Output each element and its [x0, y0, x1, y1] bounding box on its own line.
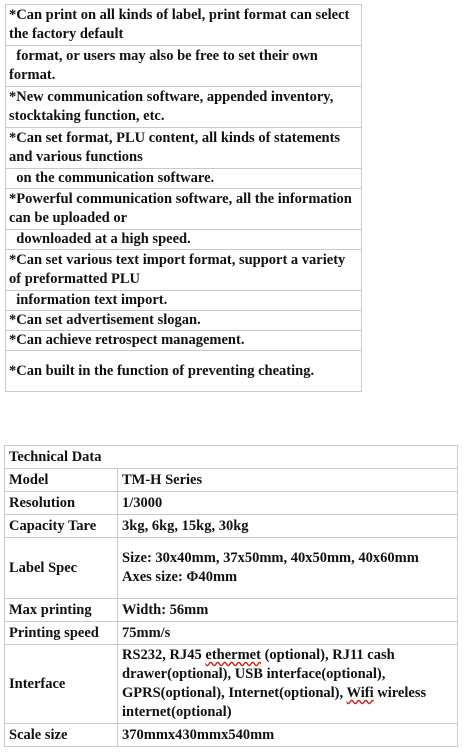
spec-value: 3kg, 6kg, 15kg, 30kg — [118, 515, 458, 538]
spec-value: Width: 56mm — [118, 599, 458, 622]
features-table — [5, 4, 362, 392]
feature-item: on the communication software. — [6, 169, 362, 189]
interface-text: RS232, RJ45 — [122, 647, 206, 663]
feature-item: *New communication software, appended inventory, stocktaking function, etc. — [6, 87, 362, 128]
spec-label: Scale size — [5, 724, 118, 747]
feature-item: *Can built in the function of preventing cheating. — [6, 351, 362, 392]
feature-item: *Can achieve retrospect management. — [6, 331, 362, 351]
feature-item: *Can print on all kinds of label, print format can select the factory default — [6, 5, 362, 46]
feature-item: *Can set advertisement slogan. — [6, 311, 362, 331]
feature-item: format, or users may also be free to set their own format. — [6, 46, 362, 87]
spec-label: Interface — [5, 645, 118, 724]
interface-text: wireless internet(optional) — [122, 685, 427, 720]
spec-label: Resolution — [5, 492, 118, 515]
technical-data-table — [4, 445, 458, 747]
axes-size-text: Axes size: Φ40mm — [122, 569, 238, 585]
spec-value: 370mmx430mmx540mm — [118, 724, 458, 747]
spec-label: Capacity Tare — [5, 515, 118, 538]
spec-value: 75mm/s — [118, 622, 458, 645]
spec-value — [118, 538, 458, 599]
interface-text: (optional), RJ11 cash drawer(optional), USB interface(optional), GPRS(optional), Internet(optional), — [122, 647, 395, 701]
spec-label: Model — [5, 469, 118, 492]
spec-value — [118, 645, 458, 724]
label-size-text: Size: 30x40mm, 37x50mm, 40x50mm, 40x60mm — [122, 550, 419, 566]
feature-item: downloaded at a high speed. — [6, 230, 362, 250]
misspelled-wifi: Wifi — [346, 685, 374, 701]
technical-data-title: Technical Data — [5, 446, 458, 469]
feature-item: *Can set various text import format, support a variety of preformatted PLU — [6, 250, 362, 291]
spec-label: Max printing — [5, 599, 118, 622]
spec-label: Printing speed — [5, 622, 118, 645]
spec-label: Label Spec — [5, 538, 118, 599]
misspelled-ethermet: ethermet — [205, 647, 261, 663]
spec-value: TM-H Series — [118, 469, 458, 492]
feature-item: *Can set format, PLU content, all kinds of statements and various functions — [6, 128, 362, 169]
spec-value: 1/3000 — [118, 492, 458, 515]
feature-item: *Powerful communication software, all the information can be uploaded or — [6, 189, 362, 230]
feature-item: information text import. — [6, 291, 362, 311]
